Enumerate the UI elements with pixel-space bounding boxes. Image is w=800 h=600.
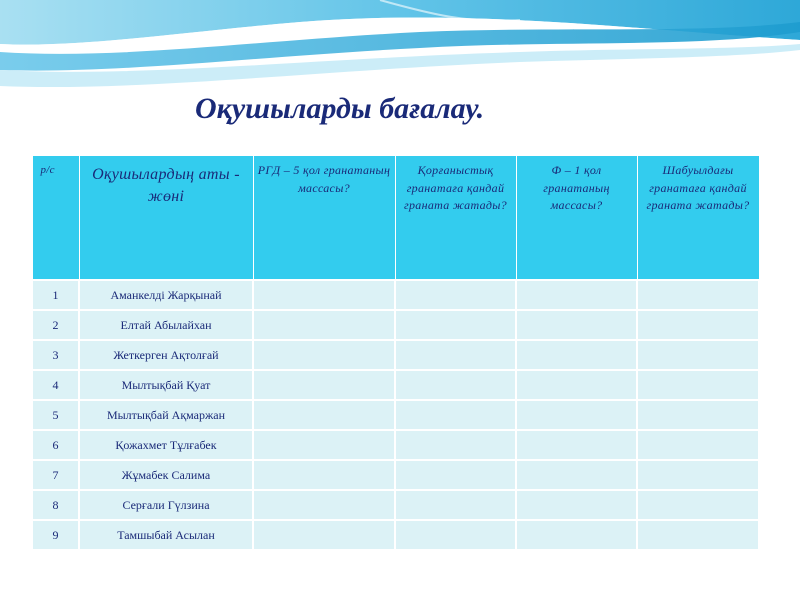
answer-cell[interactable]: [395, 310, 516, 340]
table-row: [32, 520, 759, 550]
answer-cell[interactable]: [516, 400, 637, 430]
student-name: Серғали Гүлзина: [79, 490, 253, 520]
student-name: Мылтықбай Қуат: [79, 370, 253, 400]
student-name: Елтай Абылайхан: [79, 310, 253, 340]
row-number: 3: [32, 340, 79, 370]
answer-cell[interactable]: [637, 280, 759, 310]
answer-cell[interactable]: [637, 340, 759, 370]
answer-cell[interactable]: [253, 460, 395, 490]
answer-cell[interactable]: [253, 370, 395, 400]
table-row: [32, 400, 759, 430]
answer-cell[interactable]: [637, 400, 759, 430]
student-name: Жұмабек Салима: [79, 460, 253, 490]
header-cell-question-2: Қорғаныстық гранатаға қандай граната жатады?: [395, 156, 516, 281]
row-number: 1: [32, 280, 79, 310]
table-row: [32, 490, 759, 520]
table-row: [32, 430, 759, 460]
row-number: 4: [32, 370, 79, 400]
answer-cell[interactable]: [516, 280, 637, 310]
answer-cell[interactable]: [395, 490, 516, 520]
answer-cell[interactable]: [395, 400, 516, 430]
answer-cell[interactable]: [395, 430, 516, 460]
answer-cell[interactable]: [516, 340, 637, 370]
table-row: [32, 460, 759, 490]
student-name: Жеткерген Ақтолғай: [79, 340, 253, 370]
answer-cell[interactable]: [253, 520, 395, 550]
row-number: 2: [32, 310, 79, 340]
student-name: Тамшыбай Асылан: [79, 520, 253, 550]
answer-cell[interactable]: [516, 490, 637, 520]
answer-cell[interactable]: [516, 370, 637, 400]
row-number: 6: [32, 430, 79, 460]
answer-cell[interactable]: [637, 490, 759, 520]
answer-cell[interactable]: [516, 460, 637, 490]
student-name: Аманкелді Жарқынай: [79, 280, 253, 310]
grading-table: [31, 155, 760, 551]
answer-cell[interactable]: [395, 370, 516, 400]
answer-cell[interactable]: [253, 430, 395, 460]
header-cell-name: Оқушылардың аты - жөні: [79, 156, 253, 281]
student-name: Қожахмет Тұлғабек: [79, 430, 253, 460]
answer-cell[interactable]: [253, 310, 395, 340]
answer-cell[interactable]: [395, 460, 516, 490]
header-banner: [0, 0, 800, 95]
answer-cell[interactable]: [637, 460, 759, 490]
table-row: [32, 370, 759, 400]
answer-cell[interactable]: [637, 310, 759, 340]
header-cell-number: р/с: [32, 156, 79, 281]
answer-cell[interactable]: [253, 400, 395, 430]
answer-cell[interactable]: [253, 490, 395, 520]
table-row: [32, 340, 759, 370]
answer-cell[interactable]: [395, 520, 516, 550]
answer-cell[interactable]: [253, 280, 395, 310]
row-number: 8: [32, 490, 79, 520]
table-row: [32, 280, 759, 310]
header-cell-question-1: РГД – 5 қол гранатаның массасы?: [253, 156, 395, 281]
table-row: [32, 310, 759, 340]
answer-cell[interactable]: [637, 520, 759, 550]
answer-cell[interactable]: [516, 310, 637, 340]
answer-cell[interactable]: [253, 340, 395, 370]
answer-cell[interactable]: [395, 340, 516, 370]
row-number: 5: [32, 400, 79, 430]
answer-cell[interactable]: [395, 280, 516, 310]
header-cell-question-4: Шабуылдағы гранатаға қандай граната жатады?: [637, 156, 759, 281]
row-number: 7: [32, 460, 79, 490]
answer-cell[interactable]: [516, 430, 637, 460]
answer-cell[interactable]: [637, 370, 759, 400]
row-number: 9: [32, 520, 79, 550]
header-cell-question-3: Ф – 1 қол гранатаның массасы?: [516, 156, 637, 281]
slide-title: Оқушыларды бағалау.: [195, 92, 485, 125]
answer-cell[interactable]: [637, 430, 759, 460]
student-name: Мылтықбай Ақмаржан: [79, 400, 253, 430]
answer-cell[interactable]: [516, 520, 637, 550]
table-header-row: [32, 156, 759, 281]
